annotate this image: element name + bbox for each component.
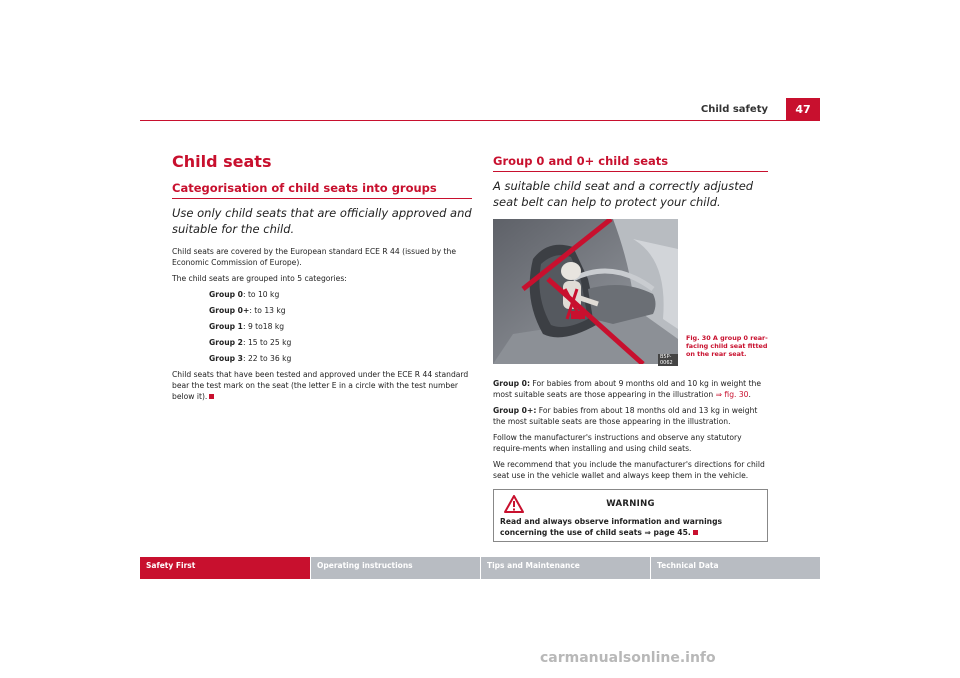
warning-box — [493, 489, 768, 542]
page-title: Child seats — [172, 152, 272, 171]
right-column — [493, 154, 768, 542]
paragraph-test-mark: Child seats that have been tested and approved under the ECE R 44 standard bear the test mark on the seat (the letter E in a circle with the test number below it). — [172, 370, 469, 401]
left-column — [172, 152, 472, 407]
tab-operating-instructions[interactable]: Operating instructions — [310, 557, 480, 579]
figure-30 — [493, 219, 768, 369]
warning-text: Read and always observe information and warnings concerning the use of child seats ⇒ page 45. — [500, 517, 723, 537]
paragraph-standard: Child seats are covered by the European standard ECE R 44 (issued by the Economic Commission of Europe). — [172, 247, 456, 267]
figure-code: B5P-0062 — [658, 354, 678, 366]
section-title-categorisation: Categorisation of child seats into groups — [172, 181, 472, 199]
tab-safety-first[interactable]: Safety First — [140, 557, 310, 579]
warning-triangle-icon — [504, 495, 524, 517]
header-rule — [140, 120, 820, 121]
section-lead: Use only child seats that are officially approved and suitable for the child. — [172, 206, 472, 236]
figure-reference-link[interactable]: ⇒ fig. 30 — [715, 390, 749, 399]
group-item: Group 1: 9 to18 kg — [209, 322, 285, 331]
paragraph-follow-instructions: Follow the manufacturer's instructions and observe any statutory require-ments when installing and using child seats. — [493, 433, 742, 453]
paragraph-group0: Group 0: For babies from about 9 months old and 10 kg in weight the most suitable seats are those appearing in the illustration ⇒ fig. 30. — [493, 379, 762, 399]
group-item: Group 0: to 10 kg — [209, 290, 280, 299]
group-item: Group 2: 15 to 25 kg — [209, 338, 292, 347]
footer-nav — [140, 557, 820, 579]
running-header-title: Child safety — [700, 104, 768, 115]
section-title-group0: Group 0 and 0+ child seats — [493, 154, 768, 172]
watermark: carmanualsonline.info — [540, 650, 716, 666]
figure-caption: Fig. 30 A group 0 rear-facing child seat fitted on the rear seat. — [686, 334, 768, 358]
tab-tips-and-maintenance[interactable]: Tips and Maintenance — [480, 557, 650, 579]
section-end-marker — [693, 530, 698, 535]
section-end-marker — [209, 394, 214, 399]
tab-technical-data[interactable]: Technical Data — [650, 557, 820, 579]
child-seat-image — [493, 219, 678, 364]
warning-title: WARNING — [606, 499, 655, 509]
page-number: 47 — [786, 98, 820, 120]
section-lead: A suitable child seat and a correctly adjusted seat belt can help to protect your child. — [493, 179, 754, 209]
group-item: Group 3: 22 to 36 kg — [209, 354, 292, 363]
page-reference-link[interactable]: ⇒ page 45. — [644, 528, 691, 537]
group-item: Group 0+: to 13 kg — [209, 306, 286, 315]
paragraph-recommend: We recommend that you include the manufacturer's directions for child seat use in the vehicle wallet and always keep them in the vehicle. — [493, 460, 765, 480]
child-seat-illustration — [493, 219, 678, 364]
warning-header — [494, 494, 767, 514]
paragraph-categories: The child seats are grouped into 5 categories: — [172, 274, 347, 283]
paragraph-group0plus: Group 0+: For babies from about 18 months old and 13 kg in weight the most suitable seats are those appearing in the illustration. — [493, 406, 758, 426]
